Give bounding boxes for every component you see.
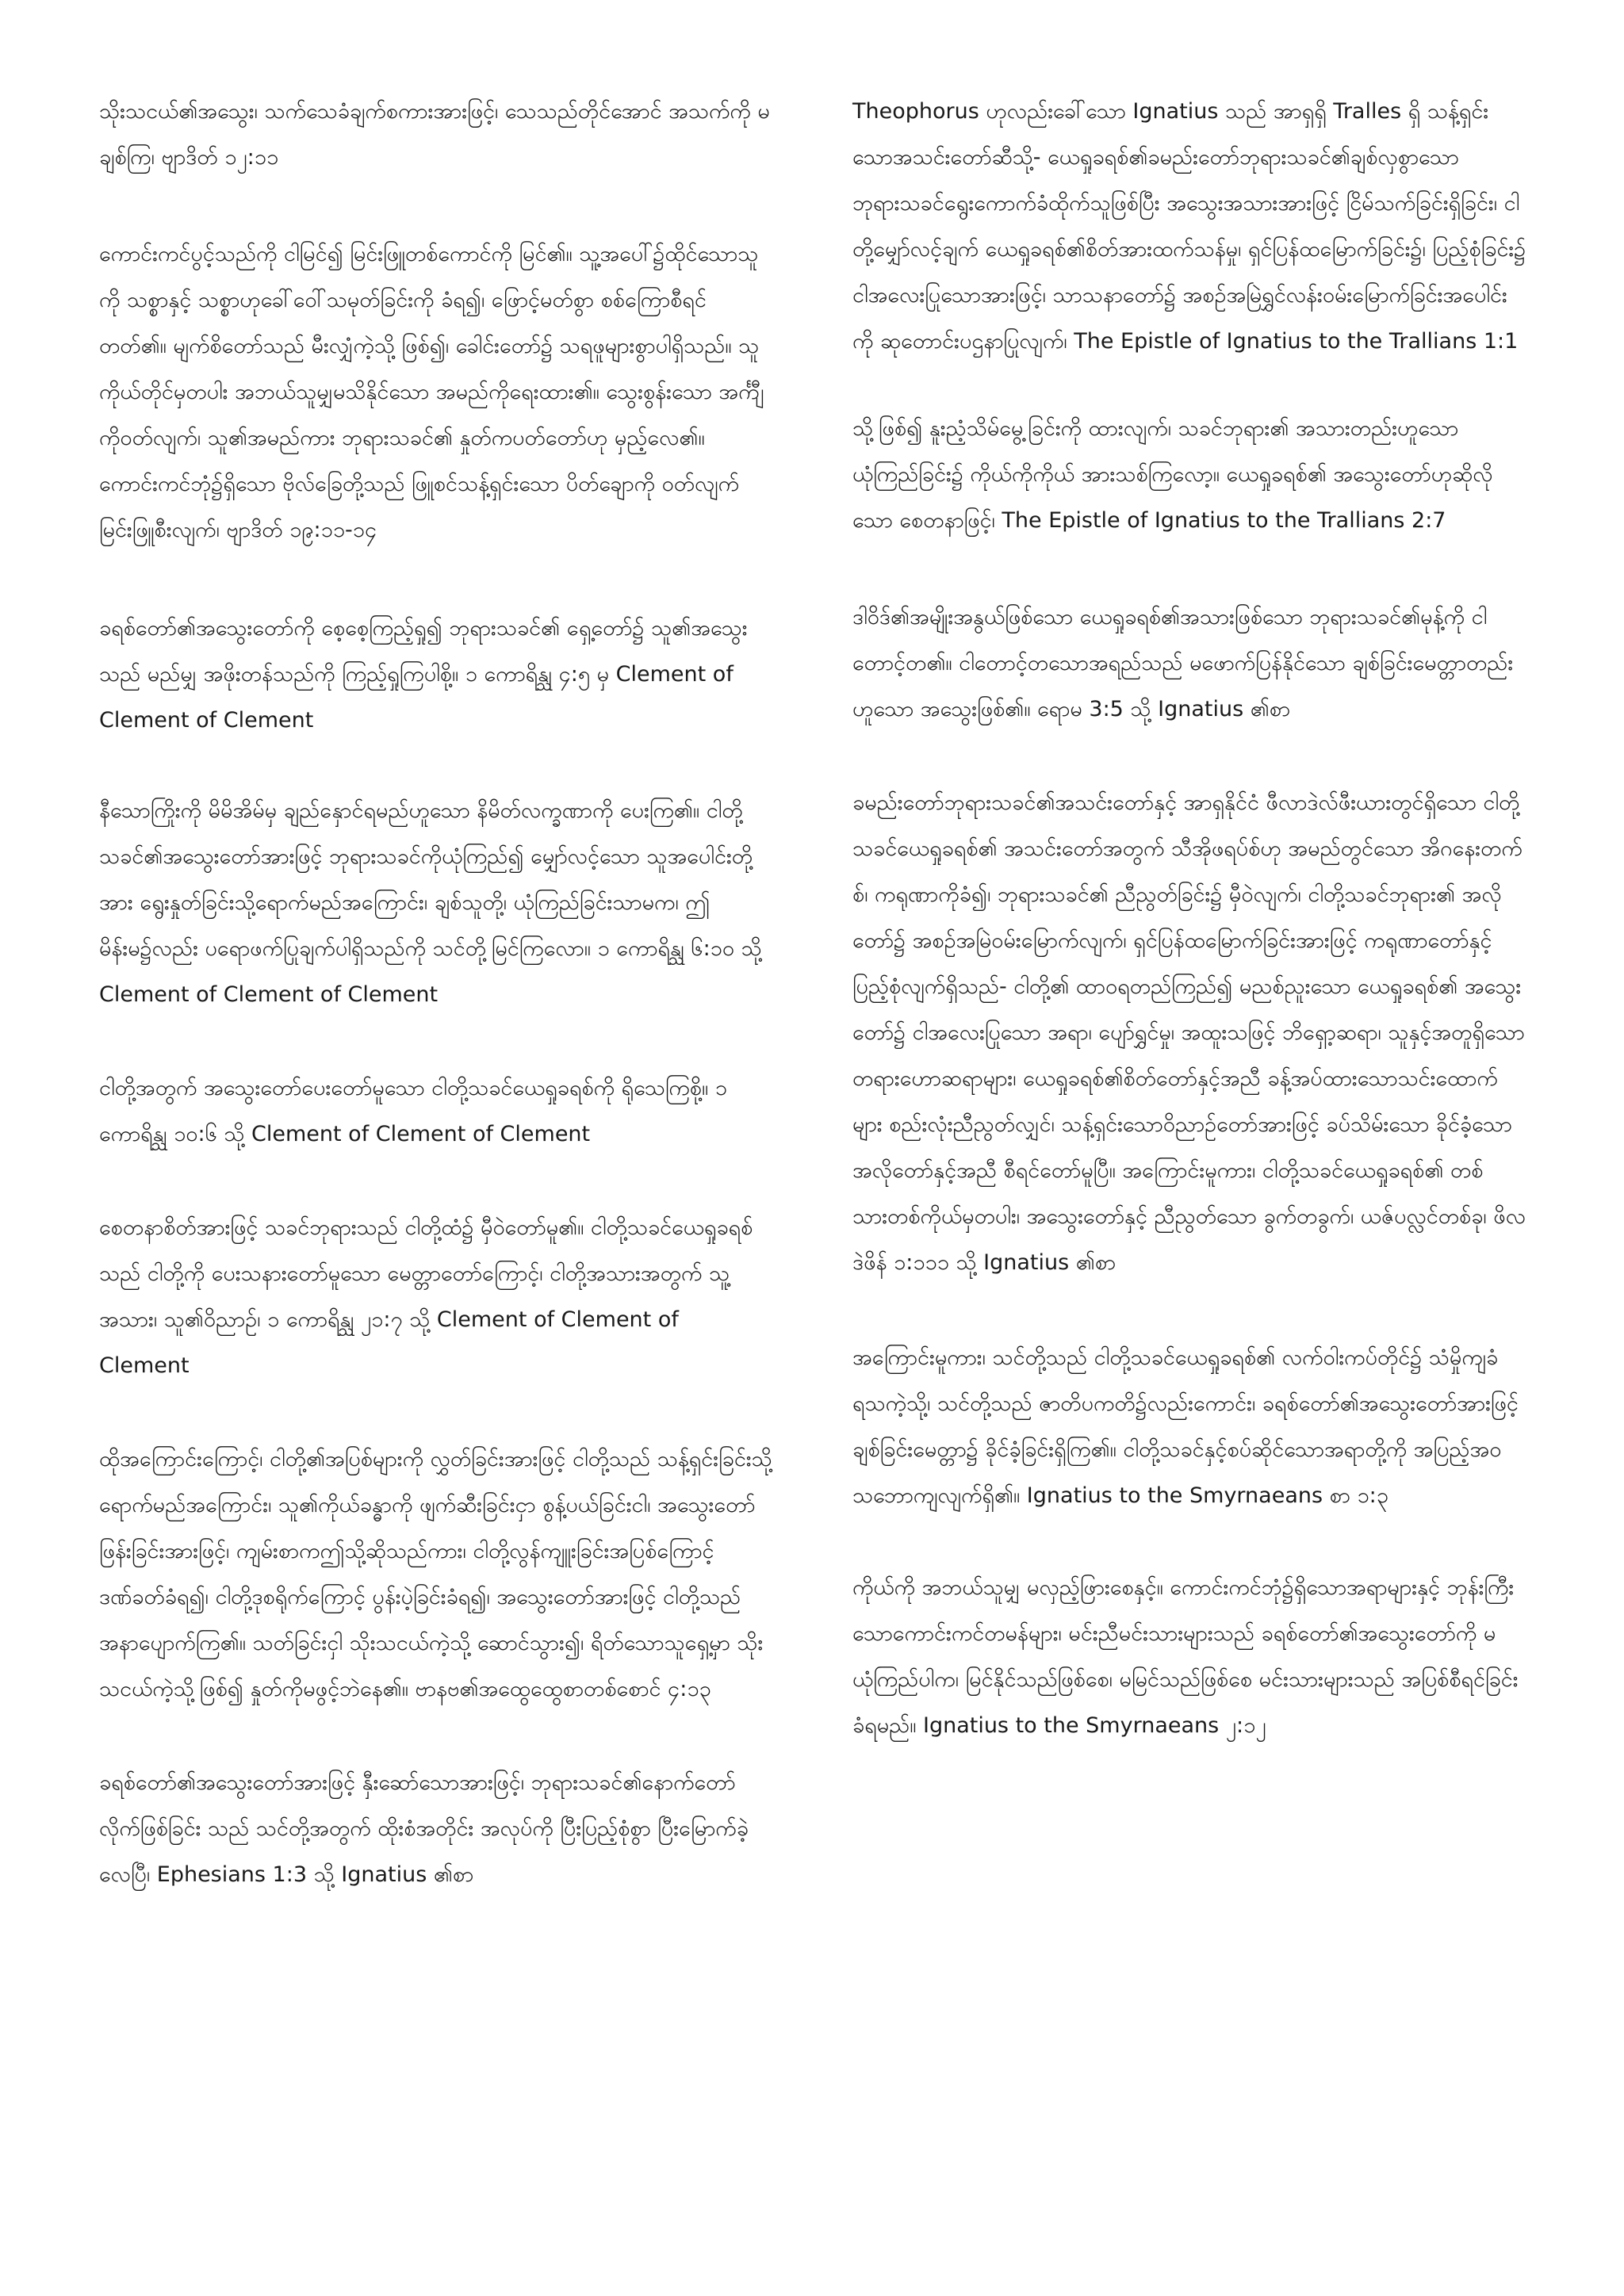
paragraph: သို့ဖြစ်၍ နူးညံ့သိမ်မွေ့ခြင်းကို ထားလျက်၊ သခင်ဘုရား၏ အသားတည်းဟူသော ယုံကြည်ခြင်း၌ ကိုယ်ကိုကိုယ် အားသစ်ကြလော့။ ယေရှုခရစ်၏ အသွေးတော်ဟုဆိုလိုသော စေတနာဖြင့်၊ The Epistle of Ignatius to the Trallians 2:7 bbox=[852, 416, 1493, 533]
paragraph: ခရစ်တော်၏အသွေးတော်အားဖြင့် နှီးဆော်သောအားဖြင့်၊ ဘုရားသခင်၏နောက်တော်လိုက်ဖြစ်ခြင်း သည် သင်တို့အတွက် ထိုးစံအတိုင်း အလုပ်ကို ပြီးပြည့်စုံစွာ ပြီးမြောက်ခဲ့လေပြီ၊ Ephesians 1:3 သို့ Ignatius ၏စာ bbox=[99, 1770, 749, 1887]
paragraph: ကောင်းကင်ပွင့်သည်ကို ငါမြင်၍ မြင်းဖြူတစ်ကောင်ကို မြင်၏။ သူ့အပေါ်၌ထိုင်သောသူကို သစ္စာနှင့် သစ္စာဟုခေါ်ဝေါ်သမုတ်ခြင်းကို ခံရ၍၊ ဖြောင့်မတ်စွာ စစ်ကြောစီရင်တတ်၏။ မျက်စိတော်သည် မီးလျှံကဲ့သို့ ဖြစ်၍၊ ခေါင်းတော်၌ သရဖူများစွာပါရှိသည်။ သူကိုယ်တိုင်မှတပါး အဘယ်သူမျှမသိနိုင်သော အမည်ကိုရေးထား၏။ သွေးစွန်းသော အင်္ကျီကိုဝတ်လျက်၊ သူ၏အမည်ကား ဘုရားသခင်၏ နှုတ်ကပတ်တော်ဟု မှည့်လေ၏။ ကောင်းကင်ဘုံ၌ရှိသော ဗိုလ်ခြေတို့သည် ဖြူစင်သန့်ရှင်းသော ပိတ်ချောကို ဝတ်လျက် မြင်းဖြူစီးလျက်၊ ဗျာဒိတ် ၁၉:၁၁-၁၄ bbox=[99, 242, 764, 542]
left-column bbox=[99, 89, 773, 1942]
paragraph: ခရစ်တော်၏အသွေးတော်ကို စေ့စေ့ကြည့်ရှု၍ ဘုရားသခင်၏ ရှေ့တော်၌ သူ၏အသွေးသည် မည်မျှ အဖိုးတန်သည်ကို ကြည့်ရှုကြပါစို့။ ၁ ကောရိန္သု ၄:၅ မှ Clement of Clement of Clement bbox=[99, 616, 748, 733]
right-column bbox=[852, 89, 1526, 1793]
paragraph: အကြောင်းမူကား၊ သင်တို့သည် ငါတို့သခင်ယေရှုခရစ်၏ လက်ဝါးကပ်တိုင်၌ သံမှိုကျခံရသကဲ့သို့၊ သင်တို့သည် ဇာတိပကတိ၌လည်းကောင်း၊ ခရစ်တော်၏အသွေးတော်အားဖြင့် ချစ်ခြင်းမေတ္တာ၌ ခိုင်ခံ့ခြင်းရှိကြ၏။ ငါတို့သခင်နှင့်စပ်ဆိုင်သောအရာတို့ကို အပြည့်အဝ သဘောကျလျက်ရှိ၏။ Ignatius to the Smyrnaeans စာ ၁:၃ bbox=[852, 1345, 1519, 1508]
paragraph: ငါတို့အတွက် အသွေးတော်ပေးတော်မူသော ငါတို့သခင်ယေရှုခရစ်ကို ရိုသေကြစို့။ ၁ ကောရိန္သု ၁၀:၆ သို့ Clement of Clement of Clement bbox=[99, 1076, 727, 1146]
paragraph: ကိုယ်ကို အဘယ်သူမျှ မလှည့်ဖြားစေနှင့်။ ကောင်းကင်ဘုံ၌ရှိသောအရာများနှင့် ဘုန်းကြီးသောကောင်းကင်တမန်များ၊ မင်းညီမင်းသားများသည် ခရစ်တော်၏အသွေးတော်ကို မယုံကြည်ပါက၊ မြင်နိုင်သည်ဖြစ်စေ၊ မမြင်သည်ဖြစ်စေ မင်းသားများသည် အပြစ်စီရင်ခြင်းခံရမည်။ Ignatius to the Smyrnaeans ၂:၁၂ bbox=[852, 1575, 1519, 1738]
paragraph: Theophorus ဟုလည်းခေါ်သော Ignatius သည် အာရှရှိ Tralles ရှိ သန့်ရှင်းသောအသင်းတော်ဆီသို့- ယေရှုခရစ်၏ခမည်းတော်ဘုရားသခင်၏ချစ်လှစွာသော ဘုရားသခင်ရွေးကောက်ခံထိုက်သူဖြစ်ပြီး အသွေးအသားအားဖြင့် ငြိမ်သက်ခြင်းရှိခြင်း၊ ငါတို့မျှော်လင့်ချက် ယေရှုခရစ်၏စိတ်အားထက်သန်မှု၊ ရှင်ပြန်ထမြောက်ခြင်း၌၊ ပြည့်စုံခြင်း၌ ငါအလေးပြုသောအားဖြင့်၊ သာသနာတော်၌ အစဉ်အမြဲရွှင်လန်းဝမ်းမြောက်ခြင်းအပေါင်းကို ဆုတောင်းပဌနာပြုလျက်၊ The Epistle of Ignatius to the Trallians 1:1 bbox=[852, 99, 1526, 354]
paragraph: သိုးသငယ်၏အသွေး၊ သက်သေခံချက်စကားအားဖြင့်၊ သေသည်တိုင်အောင် အသက်ကို မချစ်ကြ၊ ဗျာဒိတ် ၁၂:၁၁ bbox=[99, 99, 770, 170]
paragraph: ထိုအကြောင်းကြောင့်၊ ငါတို့၏အပြစ်များကို လွှတ်ခြင်းအားဖြင့် ငါတို့သည် သန့်ရှင်းခြင်းသို့ ရောက်မည်အကြောင်း၊ သူ၏ကိုယ်ခန္ဓာကို ဖျက်ဆီးခြင်းငှာ စွန့်ပယ်ခြင်းငါ၊ အသွေးတော်ဖြန်းခြင်းအားဖြင့်၊ ကျမ်းစာကဤသို့ဆိုသည်ကား၊ ငါတို့လွန်ကျူးခြင်းအပြစ်ကြောင့် ဒဏ်ခတ်ခံရ၍၊ ငါတို့ဒုစရိုက်ကြောင့် ပွန်းပဲ့ခြင်းခံရ၍၊ အသွေးတော်အားဖြင့် ငါတို့သည် အနာပျောက်ကြ၏။ သတ်ခြင်းငှါ သိုးသငယ်ကဲ့သို့ ဆောင်သွား၍၊ ရိတ်သောသူရှေ့မှာ သိုးသငယ်ကဲ့သို့ဖြစ်၍ နှုတ်ကိုမဖွင့်ဘဲနေ၏။ ဗာနဗ၏အထွေထွေစာတစ်စောင် ၄:၁၃ bbox=[99, 1447, 772, 1701]
paragraph: ဒါဝိဒ်၏အမျိုးအနွယ်ဖြစ်သော ယေရှုခရစ်၏အသားဖြစ်သော ဘုရားသခင်၏မုန့်ကို ငါတောင့်တ၏။ ငါတောင့်တသောအရည်သည် မဖောက်ပြန်နိုင်သော ချစ်ခြင်းမေတ္တာတည်းဟူသော အသွေးဖြစ်၏။ ရောမ 3:5 သို့ Ignatius ၏စာ bbox=[852, 605, 1514, 721]
paragraph: နီသောကြိုးကို မိမိအိမ်မှ ချည်နှောင်ရမည်ဟူသော နိမိတ်လက္ခဏာကို ပေးကြ၏။ ငါတို့သခင်၏အသွေးတော်အားဖြင့် ဘုရားသခင်ကိုယုံကြည်၍ မျှော်လင့်သော သူအပေါင်းတို့အား ရွေးနှုတ်ခြင်းသို့ရောက်မည်အကြောင်း၊ ချစ်သူတို့၊ ယုံကြည်ခြင်းသာမက၊ ဤမိန်းမ၌လည်း ပရောဖက်ပြုချက်ပါရှိသည်ကို သင်တို့မြင်ကြလော။ ၁ ကောရိန္သု ၆:၁၀ သို့ Clement of Clement of Clement bbox=[99, 798, 762, 1007]
paragraph: စေတနာစိတ်အားဖြင့် သခင်ဘုရားသည် ငါတို့ထံ၌ မှီဝဲတော်မူ၏။ ငါတို့သခင်ယေရှုခရစ်သည် ငါတို့ကို ပေးသနားတော်မူသော မေတ္တာတော်ကြောင့်၊ ငါတို့အသားအတွက် သူ့အသား၊ သူ၏ဝိညာဉ်၊ ၁ ကောရိန္သု ၂၁:၇ သို့ Clement of Clement of Clement bbox=[99, 1215, 753, 1378]
paragraph: ခမည်းတော်ဘုရားသခင်၏အသင်းတော်နှင့် အာရှနိုင်ငံ ဖီလာဒဲလ်ဖီးယားတွင်ရှိသော ငါတို့သခင်ယေရှုခရစ်၏ အသင်းတော်အတွက် သီအိုဖရပ်စ်ဟု အမည်တွင်သော အိဂနေးတက်စ်၊ ကရုဏာကိုခံ၍၊ ဘုရားသခင်၏ ညီညွတ်ခြင်း၌ မှီဝဲလျက်၊ ငါတို့သခင်ဘုရား၏ အလိုတော်၌ အစဉ်အမြဲဝမ်းမြောက်လျက်၊ ရှင်ပြန်ထမြောက်ခြင်းအားဖြင့် ကရုဏာတော်နှင့် ပြည့်စုံလျက်ရှိသည်- ငါတို့၏ ထာဝရတည်ကြည်၍ မညစ်ညူးသော ယေရှုခရစ်၏ အသွေးတော်၌ ငါအလေးပြုသော အရာ၊ ပျော်ရွှင်မှု၊ အထူးသဖြင့် ဘိရှော့ဆရာ၊ သူနှင့်အတူရှိသော တရားဟောဆရာများ၊ ယေရှုခရစ်၏စိတ်တော်နှင့်အညီ ခန့်အပ်ထားသောသင်းထောက်များ စည်းလုံးညီညွတ်လျှင်၊ သန့်ရှင်းသောဝိညာဉ်တော်အားဖြင့် ခပ်သိမ်းသော ခိုင်ခံ့သောအလိုတော်နှင့်အညီ စီရင်တော်မူပြီ။ အကြောင်းမူကား၊ ငါတို့သခင်ယေရှုခရစ်၏ တစ်သားတစ်ကိုယ်မှတပါး၊ အသွေးတော်နှင့် ညီညွတ်သော ခွက်တခွက်၊ ယဇ်ပလ္လင်တစ်ခု၊ ဖိလဒဲဖိန် ၁:၁၁၁ သို့ Ignatius ၏စာ bbox=[852, 790, 1526, 1275]
